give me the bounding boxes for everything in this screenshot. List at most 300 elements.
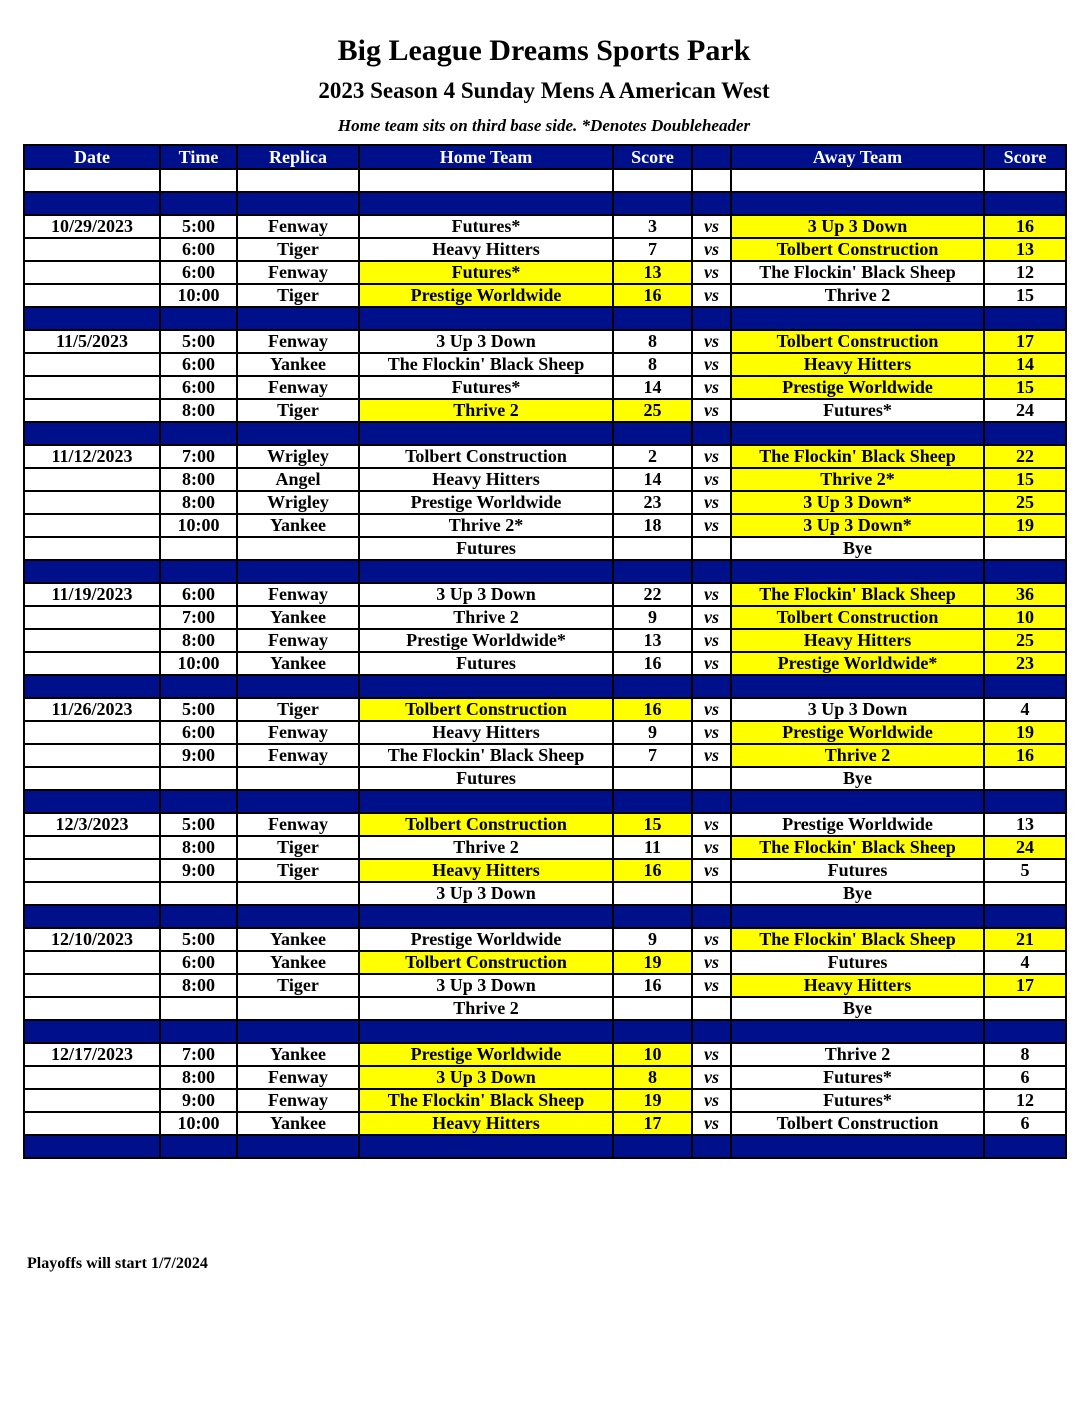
cell-date	[24, 514, 160, 537]
cell-home-team: Tolbert Construction	[359, 813, 613, 836]
schedule-note: Home team sits on third base side. *Denotes Doubleheader	[337, 116, 751, 135]
cell-home-score	[613, 790, 692, 813]
cell-replica: Tiger	[237, 974, 359, 997]
cell-date	[24, 882, 160, 905]
cell-home-team	[359, 790, 613, 813]
cell-away-score: 17	[984, 974, 1066, 997]
cell-vs	[692, 675, 731, 698]
cell-away-team	[731, 905, 984, 928]
cell-home-team: Thrive 2*	[359, 514, 613, 537]
header-row	[24, 145, 1066, 169]
cell-home-team: Heavy Hitters	[359, 1112, 613, 1135]
cell-vs: vs	[692, 491, 731, 514]
cell-time: 6:00	[160, 951, 237, 974]
cell-replica: Yankee	[237, 652, 359, 675]
cell-away-score	[984, 560, 1066, 583]
cell-home-score: 15	[613, 813, 692, 836]
cell-date	[24, 859, 160, 882]
cell-bye-team: Futures	[359, 767, 613, 790]
cell-replica	[237, 790, 359, 813]
cell-home-score: 16	[613, 284, 692, 307]
cell-time	[160, 1020, 237, 1043]
cell-home-score: 2	[613, 445, 692, 468]
schedule-body	[24, 169, 1066, 1158]
cell-replica: Tiger	[237, 836, 359, 859]
cell-replica: Fenway	[237, 330, 359, 353]
cell-away-team: Heavy Hitters	[731, 353, 984, 376]
cell-home-score: 14	[613, 468, 692, 491]
cell-date	[24, 767, 160, 790]
game-row	[24, 445, 1066, 468]
cell-replica: Yankee	[237, 514, 359, 537]
cell-home-score: 16	[613, 974, 692, 997]
cell-time: 5:00	[160, 215, 237, 238]
game-row	[24, 330, 1066, 353]
cell-replica: Tiger	[237, 238, 359, 261]
cell-away-score	[984, 997, 1066, 1020]
cell-away-score: 12	[984, 1089, 1066, 1112]
cell-vs	[692, 307, 731, 330]
cell-replica: Tiger	[237, 698, 359, 721]
cell-replica	[237, 307, 359, 330]
cell-date	[24, 284, 160, 307]
game-row	[24, 491, 1066, 514]
cell-away-team: The Flockin' Black Sheep	[731, 928, 984, 951]
cell-bye-label: Bye	[731, 997, 984, 1020]
cell-time: 6:00	[160, 376, 237, 399]
cell-home-team: Thrive 2	[359, 836, 613, 859]
cell-replica: Yankee	[237, 1043, 359, 1066]
cell-away-team	[731, 1135, 984, 1158]
cell-away-team: Prestige Worldwide	[731, 813, 984, 836]
cell-home-score: 10	[613, 1043, 692, 1066]
cell-home-score: 16	[613, 698, 692, 721]
cell-vs: vs	[692, 468, 731, 491]
game-row	[24, 583, 1066, 606]
cell-date	[24, 261, 160, 284]
cell-away-team: Futures	[731, 859, 984, 882]
bye-row	[24, 767, 1066, 790]
cell-replica: Angel	[237, 468, 359, 491]
cell-time	[160, 537, 237, 560]
cell-away-score: 21	[984, 928, 1066, 951]
cell-replica: Fenway	[237, 721, 359, 744]
cell-away-team: 3 Up 3 Down*	[731, 514, 984, 537]
cell-away-score: 13	[984, 813, 1066, 836]
cell-home-score	[613, 997, 692, 1020]
col-header-away-score: Score	[984, 145, 1066, 169]
cell-home-team	[359, 1020, 613, 1043]
cell-date	[24, 376, 160, 399]
cell-away-team	[731, 1020, 984, 1043]
cell-time: 7:00	[160, 606, 237, 629]
cell-away-score: 16	[984, 215, 1066, 238]
cell-date	[24, 951, 160, 974]
cell-home-score	[613, 307, 692, 330]
playoffs-note: Playoffs will start 1/7/2024	[27, 1255, 208, 1272]
cell-home-score: 14	[613, 376, 692, 399]
cell-date	[24, 629, 160, 652]
cell-away-team: Futures	[731, 951, 984, 974]
cell-date: 11/19/2023	[24, 583, 160, 606]
cell-home-score	[613, 537, 692, 560]
cell-vs: vs	[692, 399, 731, 422]
cell-replica: Tiger	[237, 284, 359, 307]
cell-vs: vs	[692, 928, 731, 951]
cell-home-score: 16	[613, 859, 692, 882]
game-row	[24, 1066, 1066, 1089]
cell-home-team	[359, 560, 613, 583]
cell-home-score	[613, 882, 692, 905]
cell-date	[24, 836, 160, 859]
cell-replica: Yankee	[237, 1112, 359, 1135]
cell-away-score: 12	[984, 261, 1066, 284]
cell-home-team: Tolbert Construction	[359, 698, 613, 721]
cell-vs	[692, 537, 731, 560]
cell-away-score: 8	[984, 1043, 1066, 1066]
cell-home-team: Prestige Worldwide	[359, 1043, 613, 1066]
cell-vs: vs	[692, 1112, 731, 1135]
cell-time	[160, 560, 237, 583]
cell-vs: vs	[692, 261, 731, 284]
cell-home-team: 3 Up 3 Down	[359, 330, 613, 353]
cell-home-score: 8	[613, 353, 692, 376]
cell-date	[24, 675, 160, 698]
cell-home-score	[613, 1135, 692, 1158]
cell-replica	[237, 675, 359, 698]
cell-away-score	[984, 675, 1066, 698]
game-row	[24, 376, 1066, 399]
cell-date	[24, 790, 160, 813]
cell-vs	[692, 882, 731, 905]
cell-vs: vs	[692, 1043, 731, 1066]
cell-time: 5:00	[160, 813, 237, 836]
cell-replica	[237, 422, 359, 445]
cell-time: 8:00	[160, 1066, 237, 1089]
cell-away-team	[731, 560, 984, 583]
cell-away-score: 24	[984, 399, 1066, 422]
cell-time	[160, 905, 237, 928]
page-title: Big League Dreams Sports Park	[337, 34, 751, 67]
cell-vs	[692, 1020, 731, 1043]
cell-time: 6:00	[160, 238, 237, 261]
cell-time: 9:00	[160, 744, 237, 767]
cell-replica: Fenway	[237, 261, 359, 284]
cell-vs: vs	[692, 698, 731, 721]
cell-away-team	[731, 790, 984, 813]
cell-away-team: Prestige Worldwide*	[731, 652, 984, 675]
separator-row	[24, 560, 1066, 583]
cell-vs	[692, 192, 731, 215]
cell-away-team: Tolbert Construction	[731, 330, 984, 353]
cell-date	[24, 238, 160, 261]
cell-replica	[237, 1020, 359, 1043]
cell-replica	[237, 882, 359, 905]
cell-home-team: The Flockin' Black Sheep	[359, 744, 613, 767]
cell-time	[160, 1135, 237, 1158]
cell-date	[24, 537, 160, 560]
cell-home-team: The Flockin' Black Sheep	[359, 353, 613, 376]
separator-row	[24, 790, 1066, 813]
game-row	[24, 353, 1066, 376]
cell-time	[160, 675, 237, 698]
cell-bye-team: Futures	[359, 537, 613, 560]
game-row	[24, 744, 1066, 767]
cell-date	[24, 1135, 160, 1158]
cell-away-team: Heavy Hitters	[731, 629, 984, 652]
cell-vs: vs	[692, 629, 731, 652]
cell-away-score: 17	[984, 330, 1066, 353]
game-row	[24, 468, 1066, 491]
cell-date	[24, 468, 160, 491]
cell-date	[24, 1020, 160, 1043]
cell-time: 8:00	[160, 399, 237, 422]
cell-home-score	[613, 192, 692, 215]
cell-date	[24, 307, 160, 330]
cell-date	[24, 192, 160, 215]
cell-home-team: Prestige Worldwide	[359, 284, 613, 307]
cell-date: 11/12/2023	[24, 445, 160, 468]
cell-replica: Tiger	[237, 859, 359, 882]
cell-home-team: Heavy Hitters	[359, 859, 613, 882]
cell-away-team	[731, 192, 984, 215]
cell-home-team: Prestige Worldwide	[359, 491, 613, 514]
cell-vs: vs	[692, 514, 731, 537]
cell-bye-team: 3 Up 3 Down	[359, 882, 613, 905]
cell-replica	[237, 537, 359, 560]
cell-date	[24, 1089, 160, 1112]
cell-away-team: 3 Up 3 Down	[731, 698, 984, 721]
cell-home-score	[613, 905, 692, 928]
cell-home-score	[613, 767, 692, 790]
col-header-home-score: Score	[613, 145, 692, 169]
cell-vs: vs	[692, 974, 731, 997]
cell-vs	[692, 560, 731, 583]
cell-away-score: 15	[984, 284, 1066, 307]
cell-replica	[237, 997, 359, 1020]
cell-home-score	[613, 422, 692, 445]
game-row	[24, 629, 1066, 652]
cell-vs: vs	[692, 330, 731, 353]
cell-home-team: Tolbert Construction	[359, 951, 613, 974]
game-row	[24, 813, 1066, 836]
cell-time: 6:00	[160, 353, 237, 376]
cell-replica: Fenway	[237, 583, 359, 606]
game-row	[24, 399, 1066, 422]
cell-home-score: 9	[613, 928, 692, 951]
cell-vs	[692, 997, 731, 1020]
cell-away-team: Tolbert Construction	[731, 606, 984, 629]
cell-vs: vs	[692, 836, 731, 859]
cell-replica: Yankee	[237, 606, 359, 629]
cell-home-score	[613, 1020, 692, 1043]
cell-replica	[237, 905, 359, 928]
cell-home-team: 3 Up 3 Down	[359, 583, 613, 606]
cell-replica: Fenway	[237, 629, 359, 652]
cell-time	[160, 767, 237, 790]
game-row	[24, 1089, 1066, 1112]
cell-date	[24, 1066, 160, 1089]
cell-time	[160, 307, 237, 330]
cell-home-score: 19	[613, 951, 692, 974]
cell-away-score: 36	[984, 583, 1066, 606]
cell-home-team: Prestige Worldwide	[359, 928, 613, 951]
cell-home-team	[359, 905, 613, 928]
cell-home-score: 8	[613, 1066, 692, 1089]
cell-home-team: 3 Up 3 Down	[359, 974, 613, 997]
cell-away-team: Thrive 2*	[731, 468, 984, 491]
cell-away-score: 15	[984, 468, 1066, 491]
cell-vs	[692, 422, 731, 445]
cell-home-score: 25	[613, 399, 692, 422]
cell-vs: vs	[692, 606, 731, 629]
cell-away-score: 25	[984, 629, 1066, 652]
cell-away-score: 23	[984, 652, 1066, 675]
cell-date: 12/3/2023	[24, 813, 160, 836]
cell-replica	[237, 1135, 359, 1158]
cell-replica: Fenway	[237, 744, 359, 767]
cell-away-team: Tolbert Construction	[731, 238, 984, 261]
cell-time	[160, 169, 237, 192]
cell-home-team: The Flockin' Black Sheep	[359, 1089, 613, 1112]
cell-time	[160, 192, 237, 215]
cell-vs: vs	[692, 583, 731, 606]
cell-away-team	[731, 169, 984, 192]
cell-home-team	[359, 675, 613, 698]
cell-replica: Fenway	[237, 1089, 359, 1112]
cell-away-score: 19	[984, 514, 1066, 537]
cell-replica: Tiger	[237, 399, 359, 422]
game-row	[24, 238, 1066, 261]
cell-away-score: 15	[984, 376, 1066, 399]
cell-home-score	[613, 560, 692, 583]
game-row	[24, 721, 1066, 744]
cell-date: 12/17/2023	[24, 1043, 160, 1066]
cell-away-team: The Flockin' Black Sheep	[731, 445, 984, 468]
season-subtitle: 2023 Season 4 Sunday Mens A American West	[318, 78, 770, 103]
col-header-time: Time	[160, 145, 237, 169]
cell-date	[24, 353, 160, 376]
cell-date	[24, 721, 160, 744]
cell-replica: Fenway	[237, 813, 359, 836]
cell-away-score	[984, 905, 1066, 928]
game-row	[24, 1112, 1066, 1135]
cell-home-score: 13	[613, 629, 692, 652]
cell-away-score	[984, 1135, 1066, 1158]
cell-time: 5:00	[160, 928, 237, 951]
cell-date	[24, 606, 160, 629]
cell-date	[24, 169, 160, 192]
cell-date	[24, 905, 160, 928]
game-row	[24, 928, 1066, 951]
cell-replica: Wrigley	[237, 491, 359, 514]
game-row	[24, 836, 1066, 859]
cell-replica: Yankee	[237, 353, 359, 376]
cell-time: 9:00	[160, 859, 237, 882]
col-header-away-team: Away Team	[731, 145, 984, 169]
cell-away-score: 19	[984, 721, 1066, 744]
cell-replica	[237, 192, 359, 215]
cell-time: 5:00	[160, 330, 237, 353]
game-row	[24, 261, 1066, 284]
separator-row	[24, 1020, 1066, 1043]
cell-away-team: Futures*	[731, 399, 984, 422]
cell-time: 7:00	[160, 1043, 237, 1066]
cell-away-score	[984, 307, 1066, 330]
bye-row	[24, 882, 1066, 905]
cell-away-team: Futures*	[731, 1089, 984, 1112]
cell-away-score: 16	[984, 744, 1066, 767]
cell-time	[160, 422, 237, 445]
cell-away-score: 13	[984, 238, 1066, 261]
game-row	[24, 284, 1066, 307]
cell-bye-label: Bye	[731, 767, 984, 790]
col-header-vs	[692, 145, 731, 169]
cell-vs: vs	[692, 721, 731, 744]
game-row	[24, 859, 1066, 882]
cell-time: 8:00	[160, 491, 237, 514]
game-row	[24, 215, 1066, 238]
cell-time: 6:00	[160, 583, 237, 606]
game-row	[24, 514, 1066, 537]
cell-home-team: Prestige Worldwide*	[359, 629, 613, 652]
cell-time: 8:00	[160, 974, 237, 997]
cell-date	[24, 997, 160, 1020]
cell-home-score: 8	[613, 330, 692, 353]
cell-vs	[692, 790, 731, 813]
cell-replica	[237, 767, 359, 790]
cell-home-team: Futures	[359, 652, 613, 675]
cell-vs: vs	[692, 1066, 731, 1089]
cell-bye-label: Bye	[731, 537, 984, 560]
cell-away-team: Heavy Hitters	[731, 974, 984, 997]
cell-vs	[692, 767, 731, 790]
cell-vs: vs	[692, 813, 731, 836]
cell-vs	[692, 169, 731, 192]
cell-home-score: 3	[613, 215, 692, 238]
cell-away-team: Prestige Worldwide	[731, 376, 984, 399]
cell-away-score	[984, 537, 1066, 560]
cell-replica: Fenway	[237, 215, 359, 238]
col-header-replica: Replica	[237, 145, 359, 169]
cell-date	[24, 652, 160, 675]
cell-away-score: 5	[984, 859, 1066, 882]
cell-time: 10:00	[160, 514, 237, 537]
cell-vs: vs	[692, 353, 731, 376]
cell-home-score: 9	[613, 606, 692, 629]
cell-vs: vs	[692, 744, 731, 767]
cell-away-team	[731, 675, 984, 698]
cell-home-team	[359, 422, 613, 445]
cell-replica: Yankee	[237, 951, 359, 974]
cell-date	[24, 560, 160, 583]
cell-away-score: 25	[984, 491, 1066, 514]
cell-away-team: Tolbert Construction	[731, 1112, 984, 1135]
cell-home-score	[613, 675, 692, 698]
blank-row	[24, 169, 1066, 192]
cell-bye-label: Bye	[731, 882, 984, 905]
cell-away-team: The Flockin' Black Sheep	[731, 836, 984, 859]
cell-bye-team: Thrive 2	[359, 997, 613, 1020]
cell-time: 9:00	[160, 1089, 237, 1112]
cell-time: 8:00	[160, 836, 237, 859]
cell-vs: vs	[692, 445, 731, 468]
cell-home-score: 23	[613, 491, 692, 514]
cell-time: 10:00	[160, 1112, 237, 1135]
cell-away-team: Thrive 2	[731, 284, 984, 307]
schedule-table	[23, 144, 1067, 1159]
cell-home-team	[359, 1135, 613, 1158]
